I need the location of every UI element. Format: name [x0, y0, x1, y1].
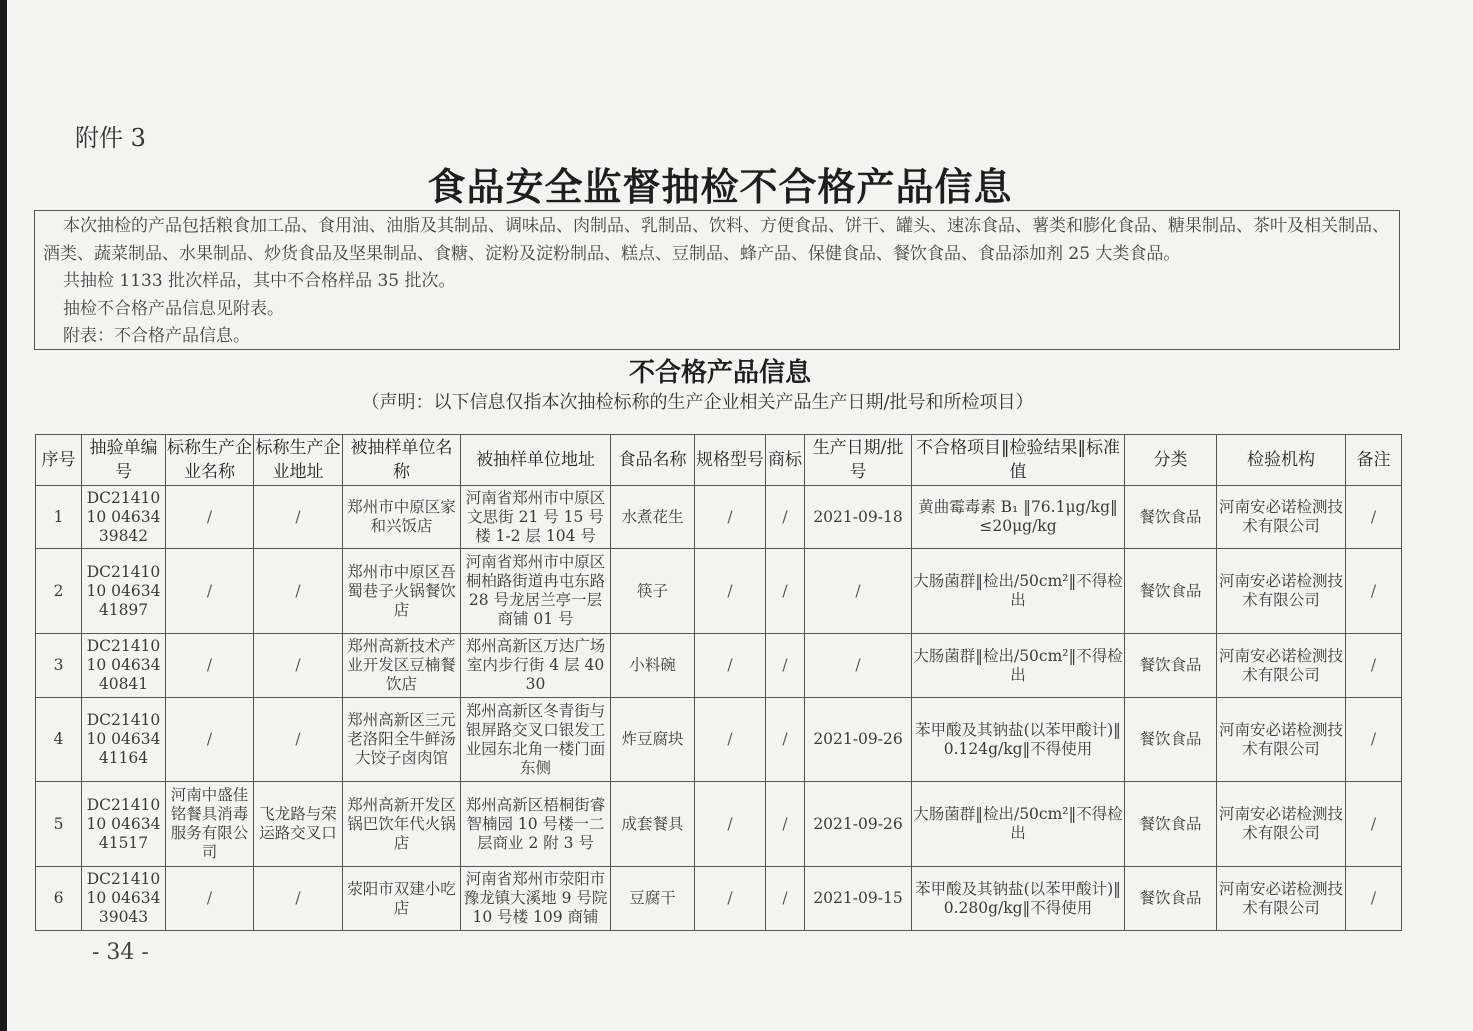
- cell-remark: /: [1346, 549, 1402, 634]
- cell-no: 2: [36, 549, 82, 634]
- cell-spec: /: [695, 634, 766, 698]
- cell-producer-addr: 飞龙路与荣运路交叉口: [254, 782, 343, 867]
- cell-code: DC2141010 0463439842: [82, 486, 166, 549]
- cell-brand: /: [766, 486, 805, 549]
- cell-food: 豆腐干: [611, 867, 695, 931]
- cell-brand: /: [766, 634, 805, 698]
- cell-producer-addr: /: [254, 867, 343, 931]
- intro-line-1: 本次抽检的产品包括粮食加工品、食用油、油脂及其制品、调味品、肉制品、乳制品、饮料、方便食品、饼干、罐头、速冻食品、薯类和膨化食品、糖果制品、茶叶及相关制品、酒类、蔬菜制品、水果制品、炒货食品及坚果制品、食糖、淀粉及淀粉制品、糕点、豆制品、蜂产品、保健食品、餐饮食品、食品添加剂 25 大类食品。: [43, 216, 1389, 264]
- cell-sampled-addr: 郑州高新区梧桐街睿智楠园 10 号楼一二层商业 2 附 3 号: [461, 782, 611, 867]
- header-code: 抽验单编号: [82, 435, 166, 486]
- cell-no: 4: [36, 698, 82, 782]
- table-header-row: [36, 435, 1402, 486]
- cell-sampled-unit: 郑州市中原区吾蜀巷子火锅餐饮店: [343, 549, 461, 634]
- header-spec: 规格型号: [695, 435, 766, 486]
- cell-producer-name: 河南中盛佳铭餐具消毒服务有限公司: [166, 782, 254, 867]
- intro-line-3: 抽检不合格产品信息见附表。: [63, 298, 284, 319]
- cell-agency: 河南安必诺检测技术有限公司: [1217, 698, 1346, 782]
- cell-food: 小料碗: [611, 634, 695, 698]
- cell-fail-item: 大肠菌群‖检出/50cm²‖不得检出: [912, 782, 1125, 867]
- cell-producer-addr: /: [254, 549, 343, 634]
- header-sampled-unit: 被抽样单位名称: [343, 435, 461, 486]
- intro-box: [34, 210, 1400, 350]
- cell-spec: /: [695, 549, 766, 634]
- table-row: [36, 698, 1402, 782]
- cell-no: 6: [36, 867, 82, 931]
- table-title: 不合格产品信息: [628, 358, 811, 388]
- statement: （声明：以下信息仅指本次抽检标称的生产企业相关产品生产日期/批号和所检项目）: [361, 392, 1034, 413]
- cell-producer-addr: /: [254, 698, 343, 782]
- header-sampled-addr: 被抽样单位地址: [461, 435, 611, 486]
- cell-code: DC2141010 0463441164: [82, 698, 166, 782]
- cell-spec: /: [695, 486, 766, 549]
- cell-category: 餐饮食品: [1125, 698, 1217, 782]
- cell-spec: /: [695, 867, 766, 931]
- cell-no: 3: [36, 634, 82, 698]
- cell-code: DC2141010 0463441517: [82, 782, 166, 867]
- cell-date: 2021-09-18: [805, 486, 912, 549]
- page-title: 食品安全监督抽检不合格产品信息: [427, 164, 1013, 209]
- cell-sampled-unit: 荥阳市双建小吃店: [343, 867, 461, 931]
- cell-date: /: [805, 549, 912, 634]
- cell-date: /: [805, 634, 912, 698]
- cell-fail-item: 苯甲酸及其钠盐(以苯甲酸计)‖0.124g/kg‖不得使用: [912, 698, 1125, 782]
- cell-sampled-addr: 河南省郑州市中原区桐柏路街道冉屯东路 28 号龙居兰亭一层商铺 01 号: [461, 549, 611, 634]
- cell-date: 2021-09-26: [805, 698, 912, 782]
- cell-fail-item: 大肠菌群‖检出/50cm²‖不得检出: [912, 634, 1125, 698]
- header-fail-item: 不合格项目‖检验结果‖标准值: [912, 435, 1125, 486]
- cell-spec: /: [695, 782, 766, 867]
- cell-sampled-addr: 河南省郑州市中原区文思街 21 号 15 号楼 1-2 层 104 号: [461, 486, 611, 549]
- header-producer-addr: 标称生产企业地址: [254, 435, 343, 486]
- cell-category: 餐饮食品: [1125, 782, 1217, 867]
- table-row: [36, 867, 1402, 931]
- cell-agency: 河南安必诺检测技术有限公司: [1217, 782, 1346, 867]
- cell-date: 2021-09-26: [805, 782, 912, 867]
- scan-edge: [0, 0, 7, 1031]
- cell-food: 炸豆腐块: [611, 698, 695, 782]
- table-row: [36, 782, 1402, 867]
- table-row: [36, 486, 1402, 549]
- cell-producer-name: /: [166, 549, 254, 634]
- cell-fail-item: 黄曲霉毒素 B₁ ‖76.1μg/kg‖≤20μg/kg: [912, 486, 1125, 549]
- cell-agency: 河南安必诺检测技术有限公司: [1217, 486, 1346, 549]
- cell-producer-addr: /: [254, 486, 343, 549]
- cell-food: 筷子: [611, 549, 695, 634]
- cell-food: 水煮花生: [611, 486, 695, 549]
- cell-sampled-unit: 郑州市中原区家和兴饭店: [343, 486, 461, 549]
- cell-fail-item: 苯甲酸及其钠盐(以苯甲酸计)‖0.280g/kg‖不得使用: [912, 867, 1125, 931]
- header-no: 序号: [36, 435, 82, 486]
- cell-sampled-unit: 郑州高新区三元老洛阳全牛鲜汤大饺子卤肉馆: [343, 698, 461, 782]
- results-table: [35, 434, 1402, 931]
- page-number: - 34 -: [92, 940, 149, 965]
- cell-producer-name: /: [166, 486, 254, 549]
- table-row: [36, 634, 1402, 698]
- cell-producer-name: /: [166, 698, 254, 782]
- cell-brand: /: [766, 782, 805, 867]
- cell-sampled-unit: 郑州高新技术产业开发区豆楠餐饮店: [343, 634, 461, 698]
- cell-fail-item: 大肠菌群‖检出/50cm²‖不得检出: [912, 549, 1125, 634]
- cell-agency: 河南安必诺检测技术有限公司: [1217, 634, 1346, 698]
- header-category: 分类: [1125, 435, 1217, 486]
- table-row: [36, 549, 1402, 634]
- cell-category: 餐饮食品: [1125, 867, 1217, 931]
- cell-food: 成套餐具: [611, 782, 695, 867]
- cell-category: 餐饮食品: [1125, 634, 1217, 698]
- header-brand: 商标: [766, 435, 805, 486]
- cell-agency: 河南安必诺检测技术有限公司: [1217, 549, 1346, 634]
- header-agency: 检验机构: [1217, 435, 1346, 486]
- cell-code: DC2141010 0463440841: [82, 634, 166, 698]
- cell-code: DC2141010 0463439043: [82, 867, 166, 931]
- header-producer-name: 标称生产企业名称: [166, 435, 254, 486]
- cell-date: 2021-09-15: [805, 867, 912, 931]
- cell-spec: /: [695, 698, 766, 782]
- cell-brand: /: [766, 867, 805, 931]
- header-food: 食品名称: [611, 435, 695, 486]
- cell-agency: 河南安必诺检测技术有限公司: [1217, 867, 1346, 931]
- cell-remark: /: [1346, 634, 1402, 698]
- cell-no: 1: [36, 486, 82, 549]
- cell-brand: /: [766, 549, 805, 634]
- header-remark: 备注: [1346, 435, 1402, 486]
- cell-remark: /: [1346, 867, 1402, 931]
- cell-remark: /: [1346, 698, 1402, 782]
- cell-producer-name: /: [166, 634, 254, 698]
- intro-line-2: 共抽检 1133 批次样品，其中不合格样品 35 批次。: [63, 271, 456, 291]
- intro-line-4: 附表：不合格产品信息。: [63, 326, 250, 346]
- cell-sampled-unit: 郑州高新开发区锅巴饮年代火锅店: [343, 782, 461, 867]
- cell-category: 餐饮食品: [1125, 549, 1217, 634]
- cell-no: 5: [36, 782, 82, 867]
- cell-sampled-addr: 郑州高新区冬青街与银屏路交叉口银发工业园东北角一楼门面东侧: [461, 698, 611, 782]
- cell-category: 餐饮食品: [1125, 486, 1217, 549]
- attachment-label: 附件 3: [75, 124, 146, 152]
- cell-remark: /: [1346, 486, 1402, 549]
- cell-producer-addr: /: [254, 634, 343, 698]
- header-date: 生产日期/批号: [805, 435, 912, 486]
- cell-code: DC2141010 0463441897: [82, 549, 166, 634]
- cell-remark: /: [1346, 782, 1402, 867]
- cell-brand: /: [766, 698, 805, 782]
- cell-sampled-addr: 河南省郑州市荥阳市豫龙镇大溪地 9 号院 10 号楼 109 商铺: [461, 867, 611, 931]
- cell-sampled-addr: 郑州高新区万达广场室内步行街 4 层 4030: [461, 634, 611, 698]
- cell-producer-name: /: [166, 867, 254, 931]
